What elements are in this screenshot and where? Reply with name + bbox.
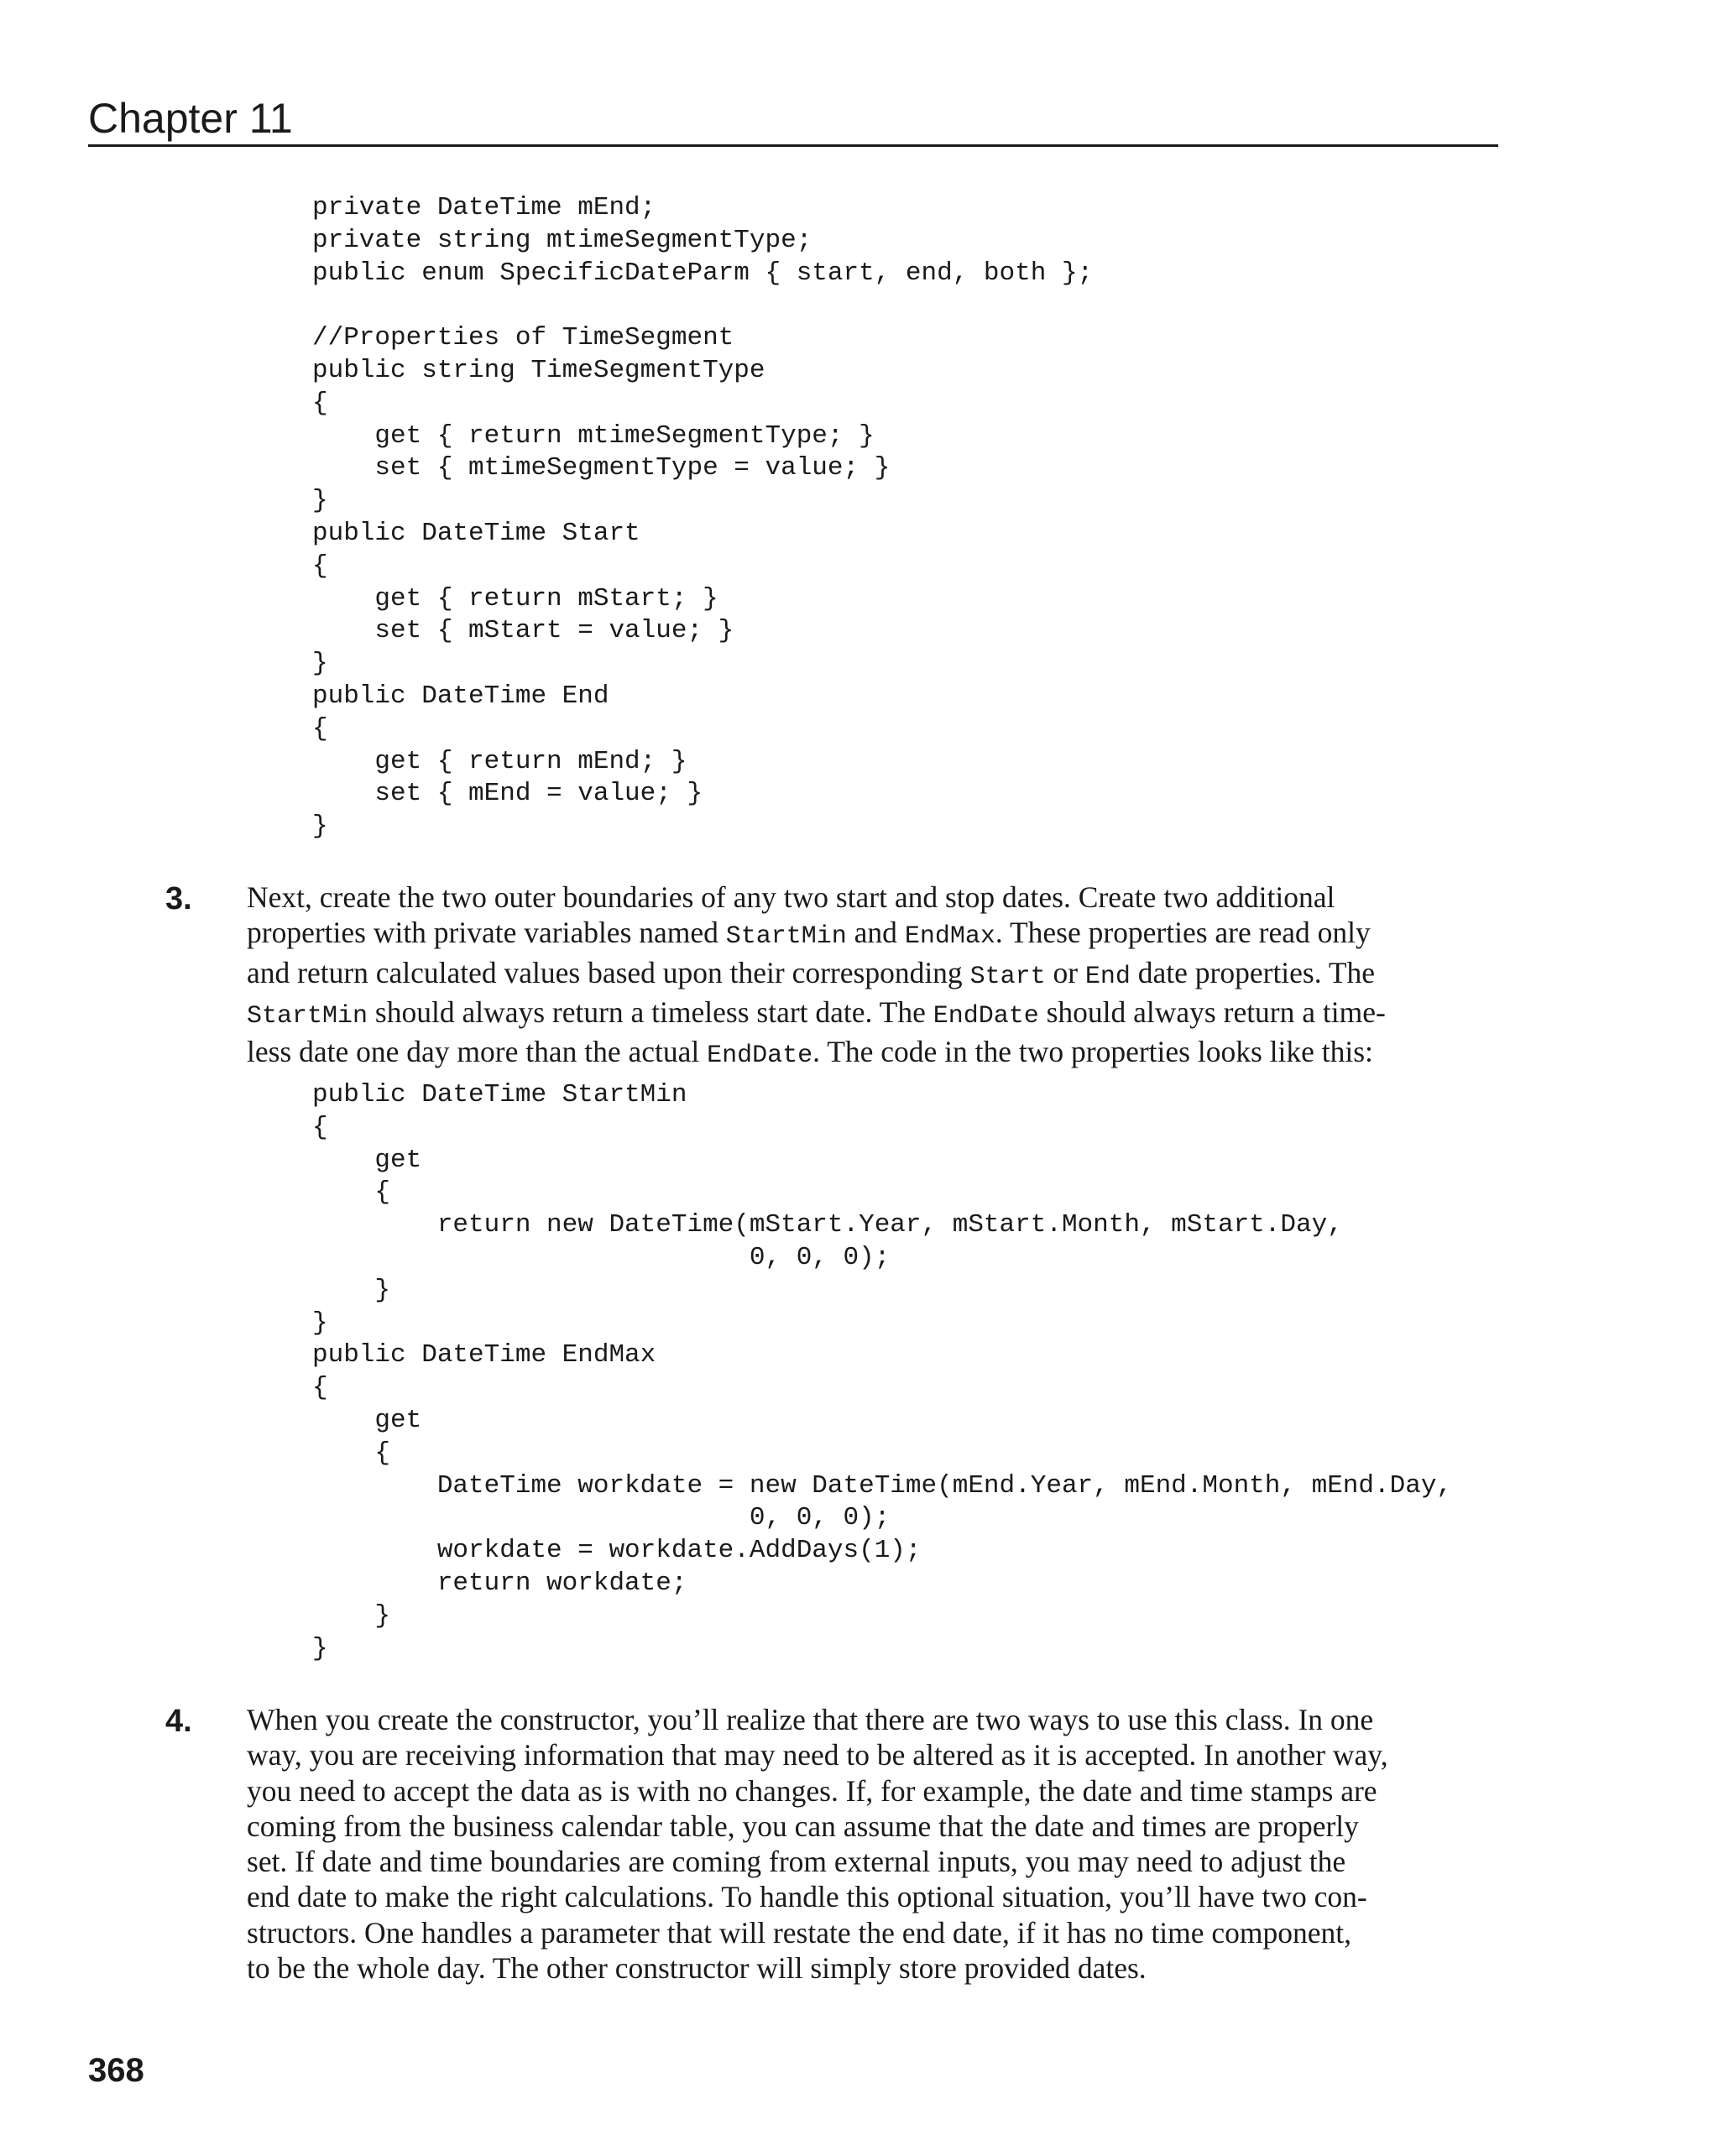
text-run: should always return a time-	[1038, 994, 1386, 1029]
code-line: get { return mtimeSegmentType; }	[312, 420, 875, 451]
text-line	[247, 1844, 1665, 1879]
step-number: 4.	[165, 1704, 192, 1739]
text-run: and	[846, 916, 905, 950]
text-run: and return calculated values based upon their corresponding	[247, 955, 970, 989]
inline-code: EndDate	[933, 1001, 1039, 1031]
code-line: }	[312, 1275, 391, 1305]
text-line	[247, 1950, 1665, 1986]
code-block-properties	[312, 192, 1093, 843]
code-line: {	[312, 1177, 391, 1208]
code-line: public DateTime Start	[312, 518, 640, 548]
code-line: }	[312, 812, 328, 842]
text-run: Next, create the two outer boundaries of any two start and stop dates. Create two additional	[247, 880, 1335, 914]
text-line	[247, 1879, 1665, 1914]
text-line	[247, 915, 1665, 954]
inline-code: Start	[969, 962, 1046, 991]
inline-code: End	[1084, 962, 1131, 991]
text-run: to be the whole day. The other constructor will simply store provided dates.	[247, 1951, 1147, 1986]
text-run: When you create the constructor, you’ll realize that there are two ways to use this class. In one	[247, 1703, 1374, 1736]
code-line: }	[312, 1600, 391, 1631]
code-line: {	[312, 1112, 328, 1142]
code-line: }	[312, 486, 328, 516]
code-line: public DateTime EndMax	[312, 1340, 656, 1370]
text-line	[247, 1034, 1665, 1073]
code-line: {	[312, 713, 328, 744]
code-line: }	[312, 649, 328, 679]
text-line	[247, 955, 1665, 994]
code-line: {	[312, 1438, 391, 1468]
text-run: . These properties are read only	[995, 916, 1371, 950]
code-line: get { return mEnd; }	[312, 746, 687, 776]
code-line: return new DateTime(mStart.Year, mStart.Month, mStart.Day,	[312, 1210, 1343, 1240]
code-line: public DateTime End	[312, 681, 609, 711]
text-run: you need to accept the data as is with no changes. If, for example, the date and time stamps are	[247, 1773, 1377, 1808]
code-line: private DateTime mEnd;	[312, 193, 656, 222]
text-run: less date one day more than the actual	[247, 1035, 708, 1069]
code-line: get	[312, 1145, 422, 1175]
inline-code: StartMin	[725, 922, 847, 952]
step-4-text	[247, 1702, 1665, 1986]
page-number: 368	[88, 2052, 144, 2089]
code-line: set { mtimeSegmentType = value; }	[312, 453, 891, 483]
step-number: 3.	[165, 881, 192, 916]
text-run: or	[1045, 955, 1085, 989]
text-line	[247, 1773, 1665, 1809]
text-run: date properties. The	[1130, 955, 1376, 989]
text-run: should always return a timeless start date. The	[368, 994, 933, 1029]
code-line: //Properties of TimeSegment	[312, 323, 734, 353]
code-line: public enum SpecificDateParm { start, end, both };	[312, 258, 1094, 288]
code-line: 0, 0, 0);	[312, 1503, 891, 1533]
inline-code: EndMax	[904, 922, 995, 952]
inline-code: StartMin	[247, 1001, 368, 1031]
code-block-startmin-endmax	[312, 1079, 1452, 1665]
text-run: coming from the business calendar table, you can assume that the date and times are properly	[247, 1809, 1359, 1843]
code-line: return workdate;	[312, 1568, 687, 1598]
code-line: set { mStart = value; }	[312, 616, 734, 646]
text-run: end date to make the right calculations. To handle this optional situation, you’ll have two con-	[247, 1880, 1367, 1914]
code-line: {	[312, 1373, 328, 1403]
text-run: set. If date and time boundaries are coming from external inputs, you may need to adjust the	[247, 1845, 1346, 1879]
chapter-header	[88, 84, 1498, 147]
text-line	[247, 1702, 1665, 1737]
text-line	[247, 880, 1665, 915]
code-line: {	[312, 551, 328, 581]
code-line: }	[312, 1633, 328, 1663]
text-line	[247, 1915, 1665, 1950]
code-line: }	[312, 1308, 328, 1338]
step-3-text	[247, 880, 1665, 1073]
code-line: {	[312, 388, 328, 418]
code-line: public string TimeSegmentType	[312, 355, 765, 385]
code-line: public DateTime StartMin	[312, 1080, 687, 1109]
text-line	[247, 994, 1665, 1034]
code-line: 0, 0, 0);	[312, 1242, 891, 1272]
code-line: get	[312, 1405, 422, 1435]
inline-code: EndDate	[707, 1041, 813, 1071]
chapter-title: Chapter 11	[88, 95, 293, 142]
code-line: workdate = workdate.AddDays(1);	[312, 1536, 922, 1566]
text-run: way, you are receiving information that may need to be altered as it is accepted. In another way,	[247, 1738, 1388, 1772]
text-line	[247, 1737, 1665, 1772]
code-line: DateTime workdate = new DateTime(mEnd.Year, mEnd.Month, mEnd.Day,	[312, 1470, 1453, 1501]
code-line: private string mtimeSegmentType;	[312, 225, 812, 255]
text-run: properties with private variables named	[247, 916, 726, 950]
text-run: structors. One handles a parameter that will restate the end date, if it has no time component,	[247, 1915, 1352, 1950]
text-run: . The code in the two properties looks like this:	[812, 1035, 1373, 1069]
code-line: get { return mStart; }	[312, 583, 718, 613]
code-line: set { mEnd = value; }	[312, 779, 703, 809]
text-line	[247, 1809, 1665, 1844]
code-line	[312, 290, 1093, 322]
